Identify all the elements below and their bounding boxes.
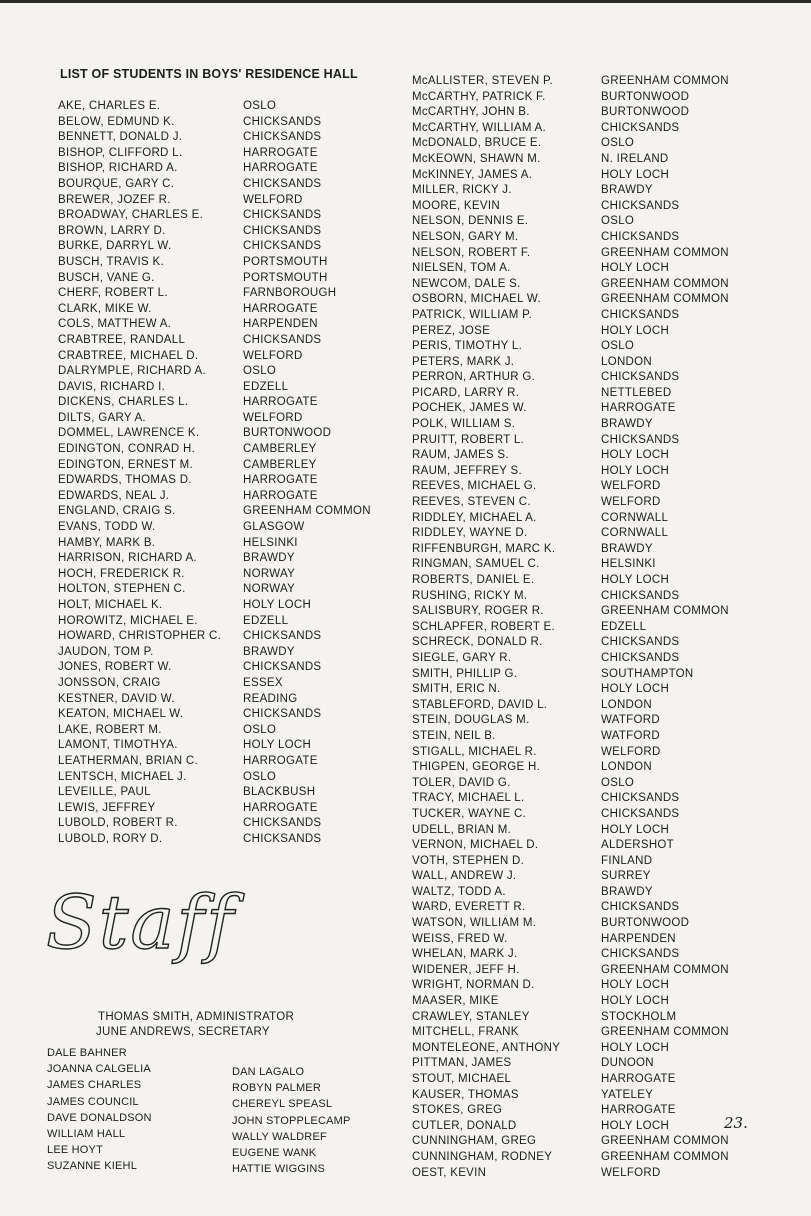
student-location: CHICKSANDS bbox=[601, 651, 680, 664]
staff-member: EUGENE WANK bbox=[232, 1147, 317, 1160]
student-name: RUSHING, RICKY M. bbox=[412, 589, 528, 602]
student-location: PORTSMOUTH bbox=[243, 271, 328, 284]
student-name: STABLEFORD, DAVID L. bbox=[412, 698, 548, 711]
student-name: McKINNEY, JAMES A. bbox=[412, 168, 533, 181]
student-name: PITTMAN, JAMES bbox=[412, 1057, 512, 1070]
staff-member: CHEREYL SPEASL bbox=[232, 1098, 333, 1111]
student-name: JONSSON, CRAIG bbox=[58, 676, 161, 689]
student-location: NORWAY bbox=[243, 583, 296, 596]
staff-member: DAN LAGALO bbox=[232, 1066, 305, 1078]
student-name: RIFFENBURGH, MARC K. bbox=[412, 542, 556, 555]
student-location: HELSINKI bbox=[243, 536, 298, 549]
student-name: BURKE, DARRYL W. bbox=[58, 240, 172, 253]
student-name: BROWN, LARRY D. bbox=[58, 224, 166, 237]
student-name: POLK, WILLIAM S. bbox=[412, 418, 516, 431]
student-name: RAUM, JEFFREY S. bbox=[412, 464, 523, 477]
student-location: NETTLEBED bbox=[601, 386, 672, 399]
student-name: EDWARDS, NEAL J. bbox=[58, 489, 170, 502]
student-name: PICARD, LARRY R. bbox=[412, 386, 520, 399]
student-location: HOLY LOCH bbox=[601, 168, 670, 181]
student-location: GREENHAM COMMON bbox=[601, 1150, 729, 1163]
student-location: CAMBERLEY bbox=[243, 443, 317, 456]
student-name: WALL, ANDREW J. bbox=[412, 870, 517, 883]
staff-member: JOANNA CALGELIA bbox=[47, 1063, 151, 1076]
student-name: McDONALD, BRUCE E. bbox=[412, 137, 542, 150]
student-name: TUCKER, WAYNE C. bbox=[412, 807, 527, 820]
student-location: BURTONWOOD bbox=[601, 917, 690, 930]
student-name: EDWARDS, THOMAS D. bbox=[58, 474, 192, 487]
student-name: NIELSEN, TOM A. bbox=[412, 262, 511, 275]
student-location: CHICKSANDS bbox=[243, 832, 322, 845]
student-name: RINGMAN, SAMUEL C. bbox=[412, 558, 540, 571]
student-name: KESTNER, DAVID W. bbox=[58, 692, 175, 705]
student-name: BISHOP, CLIFFORD L. bbox=[58, 146, 183, 159]
student-location: GREENHAM COMMON bbox=[243, 505, 371, 518]
student-location: YATELEY bbox=[601, 1088, 654, 1101]
student-name: LEVEILLE, PAUL bbox=[58, 786, 151, 799]
student-name: WATSON, WILLIAM M. bbox=[412, 917, 537, 930]
student-name: MAASER, MIKE bbox=[412, 995, 499, 1008]
student-location: GREENHAM COMMON bbox=[601, 963, 729, 976]
student-name: RAUM, JAMES S. bbox=[412, 449, 509, 462]
student-name: CHERF, ROBERT L. bbox=[58, 287, 168, 300]
student-location: GLASGOW bbox=[243, 521, 305, 534]
student-name: CRAWLEY, STANLEY bbox=[412, 1010, 530, 1023]
staff-secretary: JUNE ANDREWS, SECRETARY bbox=[96, 1026, 270, 1038]
student-location: GREENHAM COMMON bbox=[601, 1135, 729, 1148]
student-location: STOCKHOLM bbox=[601, 1010, 677, 1023]
right-place-column bbox=[601, 74, 729, 1181]
student-name: POCHEK, JAMES W. bbox=[412, 402, 527, 415]
student-name: BUSCH, VANE G. bbox=[58, 271, 155, 284]
student-name: KAUSER, THOMAS bbox=[412, 1088, 519, 1101]
student-name: OEST, KEVIN bbox=[412, 1166, 487, 1179]
student-location: OSLO bbox=[243, 723, 277, 736]
student-location: HARROGATE bbox=[243, 801, 318, 814]
student-location: BRAWDY bbox=[601, 418, 653, 431]
student-name: HOLT, MICHAEL K. bbox=[58, 599, 163, 611]
student-name: COLS, MATTHEW A. bbox=[58, 318, 172, 331]
student-location: CHICKSANDS bbox=[243, 333, 322, 346]
student-location: CHICKSANDS bbox=[243, 240, 322, 253]
student-name: McCARTHY, PATRICK F. bbox=[412, 90, 546, 103]
student-location: CHICKSANDS bbox=[243, 131, 322, 144]
student-location: BURTONWOOD bbox=[601, 90, 690, 103]
student-name: BROADWAY, CHARLES E. bbox=[58, 209, 204, 222]
student-location: LONDON bbox=[601, 355, 653, 368]
student-name: LUBOLD, ROBERT R. bbox=[58, 817, 178, 830]
student-location: CHICKSANDS bbox=[601, 792, 680, 805]
student-name: CRABTREE, RANDALL bbox=[58, 333, 186, 346]
student-name: LAKE, ROBERT M. bbox=[58, 723, 162, 736]
student-name: TOLER, DAVID G. bbox=[412, 776, 511, 789]
student-location: CHICKSANDS bbox=[243, 630, 322, 643]
student-location: SURREY bbox=[601, 870, 651, 883]
left-place-column bbox=[243, 99, 371, 848]
student-name: LEWIS, JEFFREY bbox=[58, 801, 156, 814]
student-name: MONTELEONE, ANTHONY bbox=[412, 1041, 561, 1054]
student-location: BURTONWOOD bbox=[601, 106, 690, 119]
student-name: WIDENER, JEFF H. bbox=[412, 963, 520, 976]
student-location: BRAWDY bbox=[601, 542, 653, 555]
student-name: ENGLAND, CRAIG S. bbox=[58, 505, 176, 518]
student-location: CHICKSANDS bbox=[243, 708, 322, 721]
staff-member: ROBYN PALMER bbox=[232, 1082, 321, 1095]
student-name: EDINGTON, CONRAD H. bbox=[58, 443, 196, 456]
student-name: PRUITT, ROBERT L. bbox=[412, 433, 525, 446]
student-location: OSLO bbox=[601, 340, 635, 353]
student-location: ALDERSHOT bbox=[601, 839, 674, 852]
student-name: REEVES, MICHAEL G. bbox=[412, 480, 537, 493]
student-name: ROBERTS, DANIEL E. bbox=[412, 574, 535, 586]
student-name: DALRYMPLE, RICHARD A. bbox=[58, 365, 206, 378]
staff-member: DAVE DONALDSON bbox=[47, 1111, 152, 1124]
student-name: EVANS, TODD W. bbox=[58, 521, 156, 534]
student-location: HARROGATE bbox=[243, 489, 318, 502]
student-name: CUNNINGHAM, GREG bbox=[412, 1135, 537, 1148]
student-name: DOMMEL, LAWRENCE K. bbox=[58, 427, 200, 440]
student-location: FINLAND bbox=[601, 854, 653, 867]
student-location: ESSEX bbox=[243, 676, 283, 689]
student-location: GREENHAM COMMON bbox=[601, 293, 729, 306]
student-location: CHICKSANDS bbox=[243, 817, 322, 830]
student-location: CHICKSANDS bbox=[601, 948, 680, 961]
student-location: HARROGATE bbox=[243, 754, 318, 767]
student-name: HAMBY, MARK B. bbox=[58, 536, 156, 549]
student-location: HOLY LOCH bbox=[601, 449, 670, 462]
student-location: OSLO bbox=[601, 215, 635, 228]
student-name: SMITH, PHILLIP G. bbox=[412, 667, 518, 680]
student-name: LAMONT, TIMOTHYA. bbox=[58, 739, 178, 752]
student-name: CUTLER, DONALD bbox=[412, 1119, 517, 1132]
student-name: McCARTHY, WILLIAM A. bbox=[412, 121, 547, 134]
student-location: EDZELL bbox=[243, 614, 289, 627]
student-location: BRAWDY bbox=[243, 552, 295, 565]
student-location: HOLY LOCH bbox=[601, 464, 670, 477]
student-name: STIGALL, MICHAEL R. bbox=[412, 745, 537, 758]
student-location: WATFORD bbox=[601, 714, 660, 727]
student-name: BREWER, JOZEF R. bbox=[58, 193, 171, 206]
student-name: HOWARD, CHRISTOPHER C. bbox=[58, 630, 222, 643]
student-location: BURTONWOOD bbox=[243, 427, 332, 440]
student-location: OSLO bbox=[243, 100, 277, 112]
student-location: HOLY LOCH bbox=[601, 683, 670, 696]
student-name: HOROWITZ, MICHAEL E. bbox=[58, 614, 198, 627]
student-location: SOUTHAMPTON bbox=[601, 667, 694, 680]
student-name: BUSCH, TRAVIS K. bbox=[58, 255, 164, 268]
student-name: NEWCOM, DALE S. bbox=[412, 277, 521, 290]
staff-member: HATTIE WIGGINS bbox=[232, 1163, 326, 1176]
student-location: WELFORD bbox=[601, 745, 661, 758]
student-name: McCARTHY, JOHN B. bbox=[412, 106, 530, 119]
student-name: HARRISON, RICHARD A. bbox=[58, 552, 197, 565]
student-name: WEISS, FRED W. bbox=[412, 932, 508, 945]
student-location: HELSINKI bbox=[601, 558, 656, 571]
student-location: HOLY LOCH bbox=[601, 324, 670, 337]
student-location: HARROGATE bbox=[601, 1104, 676, 1117]
student-location: HOLY LOCH bbox=[243, 739, 312, 752]
student-location: WATFORD bbox=[601, 729, 660, 742]
student-location: HOLY LOCH bbox=[601, 1119, 670, 1132]
student-name: WRIGHT, NORMAN D. bbox=[412, 979, 535, 992]
student-name: HOLTON, STEPHEN C. bbox=[58, 583, 186, 596]
student-location: CHICKSANDS bbox=[601, 589, 680, 602]
student-name: NELSON, DENNIS E. bbox=[412, 215, 529, 228]
student-location: HOLY LOCH bbox=[601, 823, 670, 836]
student-location: READING bbox=[243, 692, 298, 705]
student-name: SMITH, ERIC N. bbox=[412, 683, 501, 696]
student-location: WELFORD bbox=[243, 411, 303, 424]
student-location: OSLO bbox=[601, 776, 635, 789]
page-number: 23. bbox=[724, 1114, 748, 1132]
student-name: AKE, CHARLES E. bbox=[58, 100, 161, 112]
student-name: BOURQUE, GARY C. bbox=[58, 177, 175, 190]
student-location: CHICKSANDS bbox=[601, 901, 680, 914]
student-name: WARD, EVERETT R. bbox=[412, 901, 526, 914]
student-location: CHICKSANDS bbox=[243, 115, 322, 128]
student-name: PEREZ, JOSE bbox=[412, 324, 491, 337]
staff-right-list bbox=[232, 1064, 351, 1177]
student-location: BLACKBUSH bbox=[243, 786, 316, 799]
student-location: OSLO bbox=[243, 365, 277, 378]
student-location: OSLO bbox=[243, 770, 277, 783]
student-location: BRAWDY bbox=[243, 645, 295, 658]
student-location: HARROGATE bbox=[243, 162, 318, 175]
student-name: CUNNINGHAM, RODNEY bbox=[412, 1150, 553, 1163]
student-name: MILLER, RICKY J. bbox=[412, 184, 512, 197]
student-name: PATRICK, WILLIAM P. bbox=[412, 308, 533, 321]
student-location: CAMBERLEY bbox=[243, 458, 317, 471]
student-name: LENTSCH, MICHAEL J. bbox=[58, 770, 187, 783]
staff-member: JOHN STOPPLECAMP bbox=[232, 1114, 351, 1127]
student-location: CHICKSANDS bbox=[601, 636, 680, 649]
staff-member: LEE HOYT bbox=[47, 1144, 104, 1157]
student-name: WHELAN, MARK J. bbox=[412, 948, 518, 961]
student-location: BRAWDY bbox=[601, 184, 653, 197]
student-location: CHICKSANDS bbox=[601, 230, 680, 243]
student-name: VERNON, MICHAEL D. bbox=[412, 839, 539, 852]
student-location: GREENHAM COMMON bbox=[601, 75, 729, 87]
staff-member: DALE BAHNER bbox=[47, 1047, 127, 1059]
student-name: MOORE, KEVIN bbox=[412, 199, 500, 212]
student-location: CHICKSANDS bbox=[601, 308, 680, 321]
student-location: CHICKSANDS bbox=[243, 661, 322, 674]
student-location: GREENHAM COMMON bbox=[601, 277, 729, 290]
page-heading: LIST OF STUDENTS IN BOYS' RESIDENCE HALL bbox=[60, 67, 358, 81]
right-name-column bbox=[412, 74, 560, 1181]
student-name: REEVES, STEVEN C. bbox=[412, 496, 531, 509]
student-location: HOLY LOCH bbox=[243, 599, 312, 611]
student-name: PERRON, ARTHUR G. bbox=[412, 371, 536, 384]
student-name: HOCH, FREDERICK R. bbox=[58, 567, 185, 580]
student-location: HOLY LOCH bbox=[601, 995, 670, 1008]
student-location: CHICKSANDS bbox=[243, 209, 322, 222]
student-location: HARPENDEN bbox=[601, 932, 676, 945]
student-location: HOLY LOCH bbox=[601, 979, 670, 992]
student-location: CHICKSANDS bbox=[601, 199, 680, 212]
student-name: RIDDLEY, MICHAEL A. bbox=[412, 511, 537, 524]
student-name: BELOW, EDMUND K. bbox=[58, 115, 175, 128]
student-location: HARROGATE bbox=[243, 146, 318, 159]
student-location: HARROGATE bbox=[243, 396, 318, 409]
student-name: VOTH, STEPHEN D. bbox=[412, 854, 525, 867]
student-location: WELFORD bbox=[243, 193, 303, 206]
student-location: CORNWALL bbox=[601, 527, 669, 540]
student-name: DAVIS, RICHARD I. bbox=[58, 380, 166, 393]
student-location: HOLY LOCH bbox=[601, 574, 670, 586]
student-location: BRAWDY bbox=[601, 885, 653, 898]
staff-member: JAMES CHARLES bbox=[47, 1079, 142, 1092]
student-name: STOUT, MICHAEL bbox=[412, 1073, 512, 1085]
student-name: SCHLAPFER, ROBERT E. bbox=[412, 620, 555, 633]
student-name: LEATHERMAN, BRIAN C. bbox=[58, 754, 198, 767]
student-name: EDINGTON, ERNEST M. bbox=[58, 458, 193, 471]
student-name: WALTZ, TODD A. bbox=[412, 885, 506, 898]
student-name: THIGPEN, GEORGE H. bbox=[412, 761, 541, 774]
staff-member: WALLY WALDREF bbox=[232, 1130, 327, 1143]
student-name: CLARK, MIKE W. bbox=[58, 302, 152, 315]
student-name: JONES, ROBERT W. bbox=[58, 661, 172, 674]
student-name: BISHOP, RICHARD A. bbox=[58, 162, 178, 175]
student-location: FARNBOROUGH bbox=[243, 287, 337, 300]
student-name: STOKES, GREG bbox=[412, 1104, 503, 1117]
student-name: NELSON, ROBERT F. bbox=[412, 246, 531, 259]
student-location: CHICKSANDS bbox=[601, 121, 680, 134]
student-location: EDZELL bbox=[243, 380, 289, 393]
student-location: EDZELL bbox=[601, 620, 647, 633]
student-location: HOLY LOCH bbox=[601, 262, 670, 275]
student-location: GREENHAM COMMON bbox=[601, 1026, 729, 1039]
student-location: HARPENDEN bbox=[243, 318, 318, 331]
student-location: CHICKSANDS bbox=[243, 177, 322, 190]
student-name: PERIS, TIMOTHY L. bbox=[412, 340, 523, 353]
student-name: McKEOWN, SHAWN M. bbox=[412, 152, 541, 165]
student-location: N. IRELAND bbox=[601, 152, 669, 165]
student-location: CORNWALL bbox=[601, 511, 669, 524]
page-top-edge bbox=[0, 0, 811, 3]
student-location: CHICKSANDS bbox=[601, 371, 680, 384]
student-location: WELFORD bbox=[601, 1166, 661, 1179]
student-location: HOLY LOCH bbox=[601, 1041, 670, 1054]
student-location: WELFORD bbox=[601, 480, 661, 493]
student-location: GREENHAM COMMON bbox=[601, 605, 729, 618]
student-name: JAUDON, TOM P. bbox=[58, 645, 154, 658]
student-name: McALLISTER, STEVEN P. bbox=[412, 75, 553, 87]
student-name: TRACY, MICHAEL L. bbox=[412, 792, 525, 805]
student-location: HARROGATE bbox=[243, 474, 318, 487]
student-name: MITCHELL, FRANK bbox=[412, 1026, 519, 1039]
staff-member: JAMES COUNCIL bbox=[47, 1095, 139, 1108]
student-location: DUNOON bbox=[601, 1057, 654, 1070]
staff-member: WILLIAM HALL bbox=[47, 1128, 126, 1141]
student-name: RIDDLEY, WAYNE D. bbox=[412, 527, 528, 540]
student-name: BENNETT, DONALD J. bbox=[58, 131, 183, 144]
student-location: CHICKSANDS bbox=[601, 433, 680, 446]
student-name: PETERS, MARK J. bbox=[412, 355, 515, 368]
left-name-column bbox=[58, 99, 221, 848]
student-location: OSLO bbox=[601, 137, 635, 150]
student-location: WELFORD bbox=[243, 349, 303, 362]
staff-heading: Staff bbox=[46, 880, 236, 966]
student-location: HARROGATE bbox=[601, 1073, 676, 1085]
student-name: STEIN, NEIL B. bbox=[412, 729, 496, 742]
student-name: CRABTREE, MICHAEL D. bbox=[58, 349, 199, 362]
student-location: HARROGATE bbox=[243, 302, 318, 315]
student-name: SIEGLE, GARY R. bbox=[412, 651, 512, 664]
student-name: STEIN, DOUGLAS M. bbox=[412, 714, 530, 727]
student-name: UDELL, BRIAN M. bbox=[412, 823, 512, 836]
staff-member: SUZANNE KIEHL bbox=[47, 1160, 138, 1173]
student-name: DICKENS, CHARLES L. bbox=[58, 396, 189, 409]
student-location: LONDON bbox=[601, 761, 653, 774]
student-location: CHICKSANDS bbox=[601, 807, 680, 820]
student-location: GREENHAM COMMON bbox=[601, 246, 729, 259]
student-name: SCHRECK, DONALD R. bbox=[412, 636, 543, 649]
staff-administrator: THOMAS SMITH, ADMINISTRATOR bbox=[98, 1011, 295, 1023]
staff-left-list bbox=[47, 1045, 152, 1175]
student-name: SALISBURY, ROGER R. bbox=[412, 605, 544, 618]
student-location: PORTSMOUTH bbox=[243, 255, 328, 268]
student-name: NELSON, GARY M. bbox=[412, 230, 519, 243]
student-name: LUBOLD, RORY D. bbox=[58, 832, 163, 845]
student-location: CHICKSANDS bbox=[243, 224, 322, 237]
student-name: DILTS, GARY A. bbox=[58, 411, 146, 424]
student-location: NORWAY bbox=[243, 567, 296, 580]
student-location: LONDON bbox=[601, 698, 653, 711]
student-location: HARROGATE bbox=[601, 402, 676, 415]
student-name: KEATON, MICHAEL W. bbox=[58, 708, 184, 721]
student-name: OSBORN, MICHAEL W. bbox=[412, 293, 541, 306]
student-location: WELFORD bbox=[601, 496, 661, 509]
